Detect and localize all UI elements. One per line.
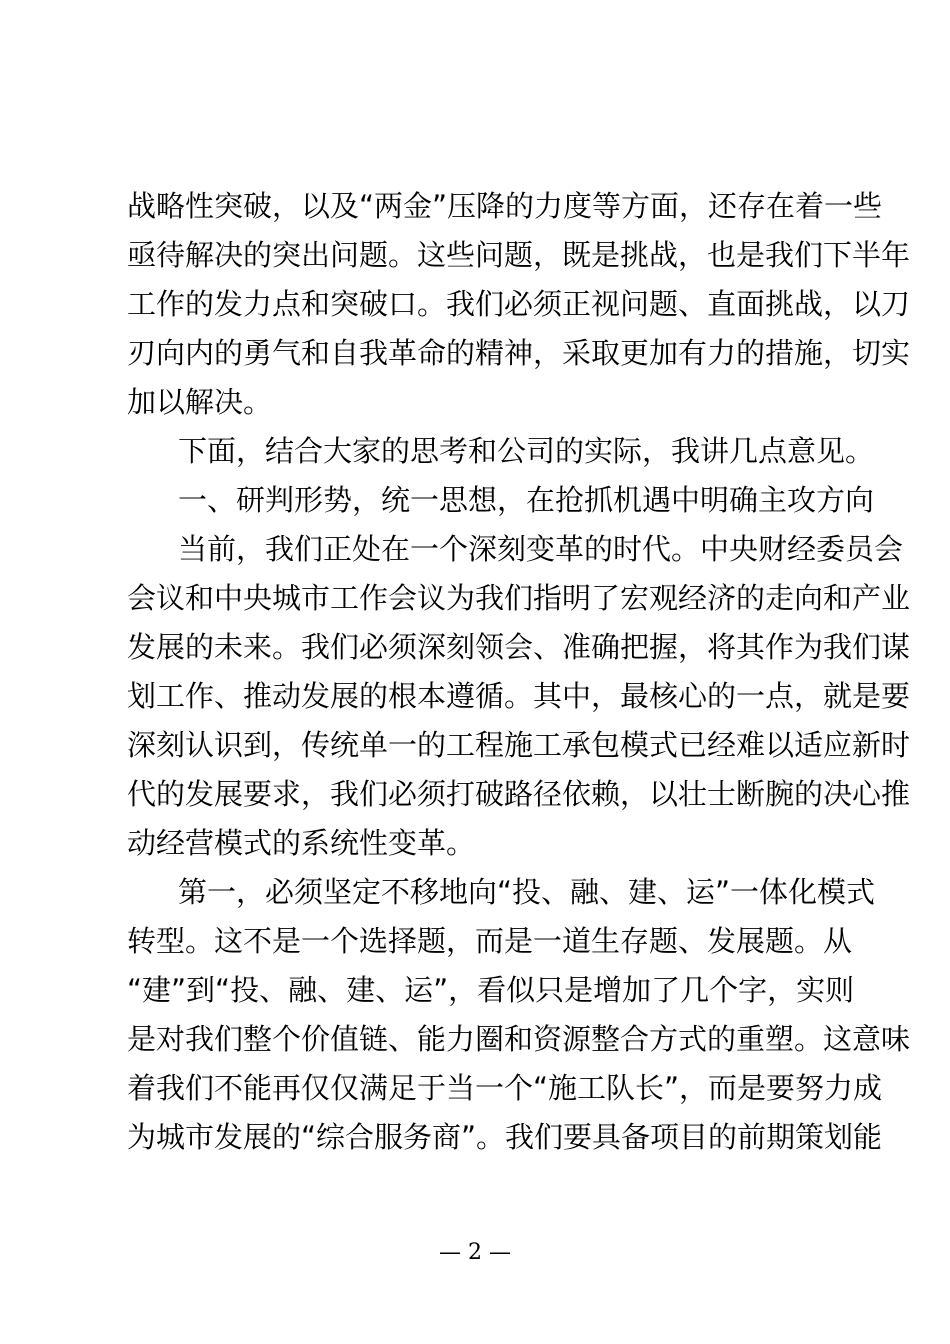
text-line: 会议和中央城市工作会议为我们指明了宏观经济的走向和产业 bbox=[127, 581, 911, 615]
text-line: 是对我们整个价值链、能力圈和资源整合方式的重塑。这意味 bbox=[127, 1022, 911, 1056]
text-line: 刃向内的勇气和自我革命的精神，采取更加有力的措施，切实 bbox=[127, 336, 911, 370]
text-line: 深刻认识到，传统单一的工程施工承包模式已经难以适应新时 bbox=[127, 728, 911, 762]
text-line: 代的发展要求，我们必须打破路径依赖，以壮士断腕的决心推 bbox=[127, 777, 911, 811]
text-line: 发展的未来。我们必须深刻领会、准确把握，将其作为我们谋 bbox=[127, 630, 911, 664]
text-line: 下面，结合大家的思考和公司的实际，我讲几点意见。 bbox=[178, 434, 875, 468]
page-number: — 2 — bbox=[439, 1240, 511, 1265]
text-line: 加以解决。 bbox=[127, 385, 273, 419]
text-line: 当前，我们正处在一个深刻变革的时代。中央财经委员会 bbox=[178, 532, 904, 566]
text-line: 动经营模式的系统性变革。 bbox=[127, 826, 476, 860]
text-line: 第一，必须坚定不移地向“投、融、建、运”一体化模式 bbox=[178, 875, 876, 909]
text-line: 工作的发力点和突破口。我们必须正视问题、直面挑战，以刀 bbox=[127, 287, 911, 321]
text-line: 着我们不能再仅仅满足于当一个“施工队长”，而是要努力成 bbox=[127, 1071, 883, 1105]
text-line: 转型。这不是一个选择题，而是一道生存题、发展题。从 bbox=[127, 924, 853, 958]
section-heading: 一、研判形势，统一思想，在抢抓机遇中明确主攻方向 bbox=[178, 483, 875, 517]
text-line: 亟待解决的突出问题。这些问题，既是挑战，也是我们下半年 bbox=[127, 238, 911, 272]
document-body bbox=[127, 182, 911, 1162]
text-line: 战略性突破，以及“两金”压降的力度等方面，还存在着一些 bbox=[127, 189, 883, 223]
text-line: “建”到“投、融、建、运”，看似只是增加了几个字，实则 bbox=[127, 973, 855, 1007]
text-line: 划工作、推动发展的根本遵循。其中，最核心的一点，就是要 bbox=[127, 679, 911, 713]
text-line: 为城市发展的“综合服务商”。我们要具备项目的前期策划能 bbox=[127, 1120, 883, 1154]
